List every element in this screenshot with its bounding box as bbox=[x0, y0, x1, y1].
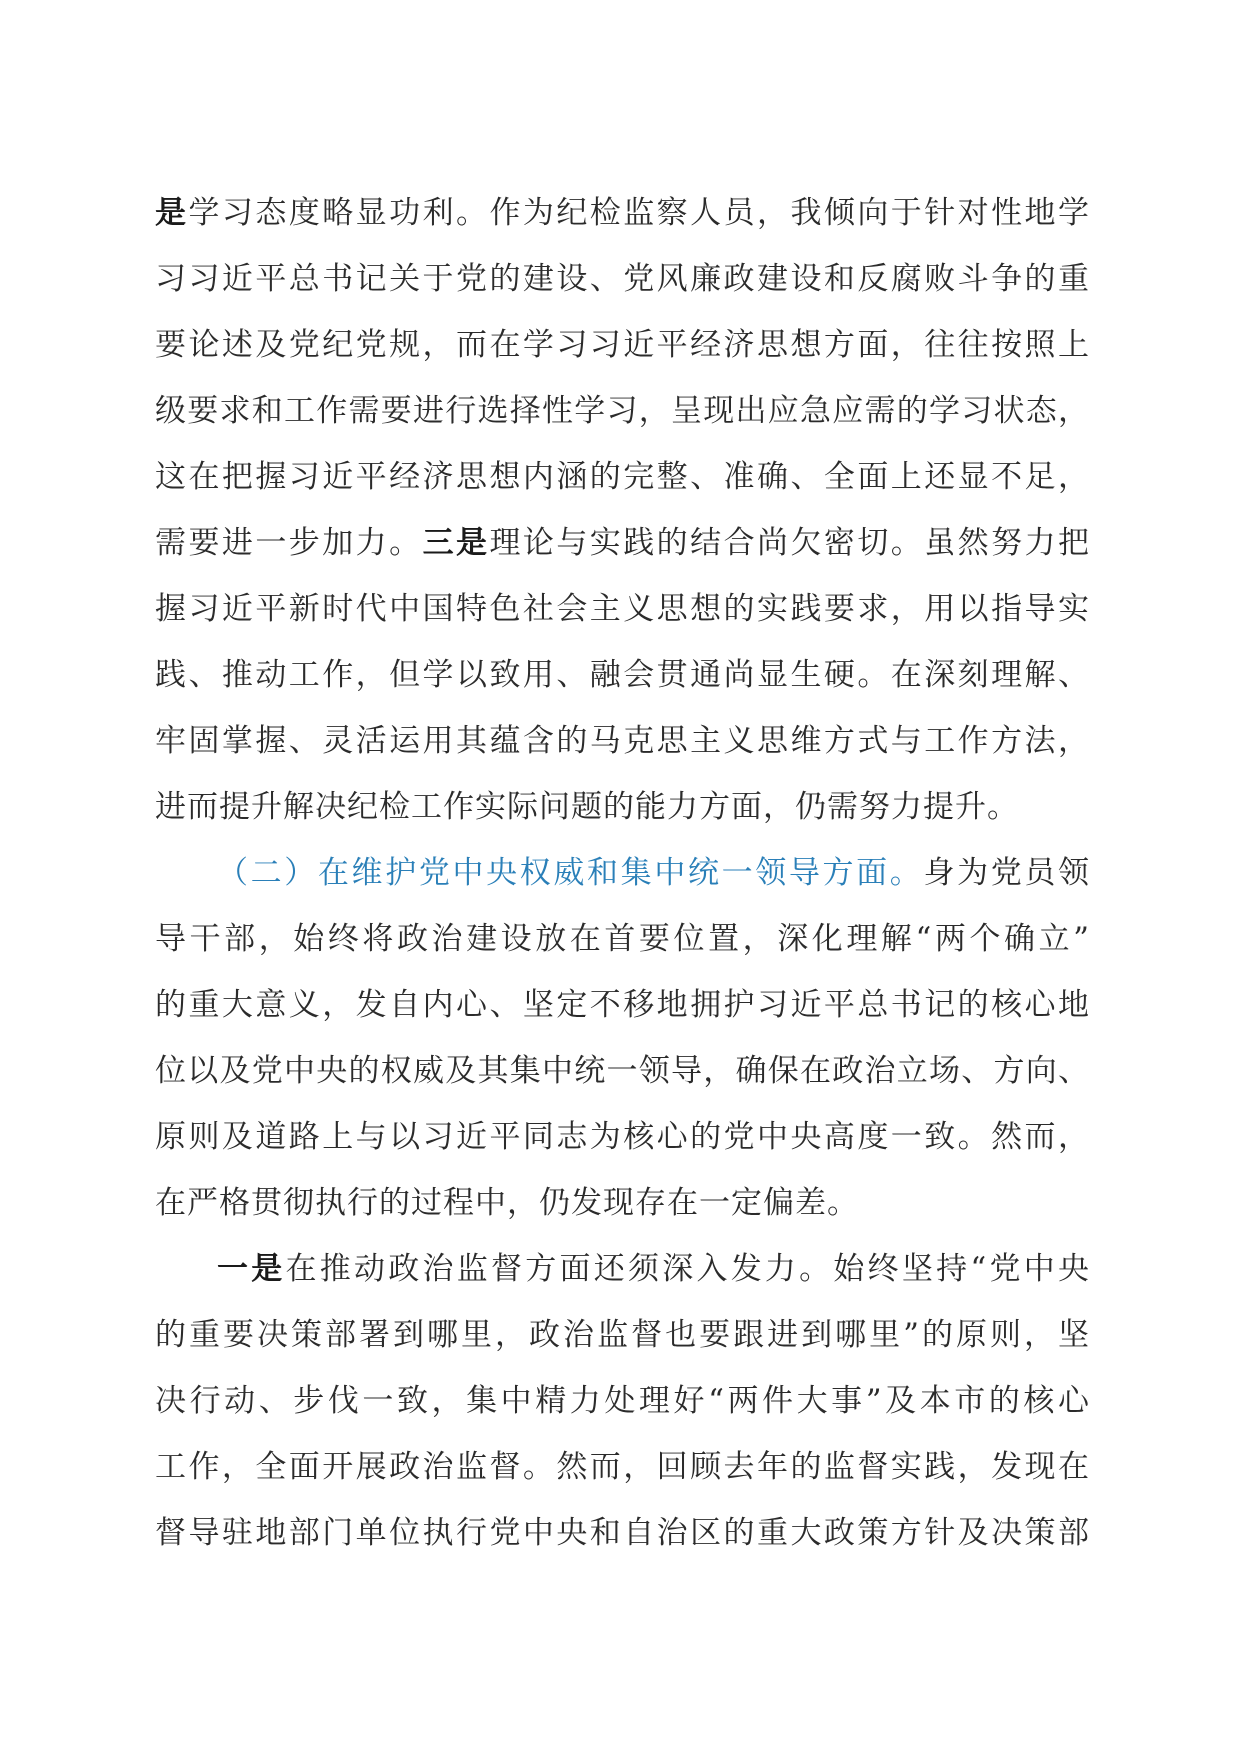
body-text: 理论与实践的结合尚欠密切。虽然努力把 bbox=[489, 525, 1091, 561]
text-line bbox=[155, 1434, 1090, 1500]
text-line bbox=[155, 1236, 1090, 1302]
text-line bbox=[155, 1368, 1090, 1434]
text-line bbox=[155, 1104, 1090, 1170]
body-text: 的重大意义，发自内心、坚定不移地拥护习近平总书记的核心地 bbox=[155, 987, 1090, 1023]
body-text: 习习近平总书记关于党的建设、党风廉政建设和反腐败斗争的重 bbox=[155, 261, 1090, 297]
text-line bbox=[155, 708, 1090, 774]
text-line bbox=[155, 774, 1090, 840]
text-line bbox=[155, 972, 1090, 1038]
body-text: 督导驻地部门单位执行党中央和自治区的重大政策方针及决策部 bbox=[155, 1515, 1090, 1551]
text-line bbox=[155, 1500, 1090, 1566]
text-line bbox=[155, 312, 1090, 378]
text-line bbox=[155, 378, 1090, 444]
text-line bbox=[155, 510, 1090, 576]
body-text: 在严格贯彻执行的过程中，仍发现存在一定偏差。 bbox=[155, 1185, 859, 1221]
text-line bbox=[155, 1170, 1090, 1236]
text-line bbox=[155, 180, 1090, 246]
body-text: 需要进一步加力。 bbox=[155, 525, 423, 561]
body-text: 原则及道路上与以习近平同志为核心的党中央高度一致。然而， bbox=[155, 1119, 1090, 1155]
emphasis-text: 是 bbox=[155, 195, 189, 231]
body-text: 这在把握习近平经济思想内涵的完整、准确、全面上还显不足， bbox=[155, 459, 1090, 495]
text-line bbox=[155, 906, 1090, 972]
document-page bbox=[155, 180, 1090, 1566]
text-line bbox=[155, 840, 1090, 906]
text-line bbox=[155, 1038, 1090, 1104]
body-text: 位以及党中央的权威及其集中统一领导，确保在政治立场、方向、 bbox=[155, 1053, 1090, 1089]
emphasis-text: 三是 bbox=[422, 525, 490, 561]
body-text: 决行动、步伐一致，集中精力处理好“两件大事”及本市的核心 bbox=[155, 1383, 1090, 1419]
body-text: 身为党员领 bbox=[923, 855, 1091, 891]
text-line bbox=[155, 444, 1090, 510]
body-text: 工作，全面开展政治监督。然而，回顾去年的监督实践，发现在 bbox=[155, 1449, 1090, 1485]
emphasis-text: 一是 bbox=[217, 1251, 286, 1287]
body-text: 导干部，始终将政治建设放在首要位置，深化理解“两个确立” bbox=[155, 921, 1090, 957]
body-text: 学习态度略显功利。作为纪检监察人员，我倾向于针对性地学 bbox=[188, 195, 1091, 231]
text-line bbox=[155, 246, 1090, 312]
text-line bbox=[155, 642, 1090, 708]
body-text: 级要求和工作需要进行选择性学习，呈现出应急应需的学习状态， bbox=[155, 393, 1090, 429]
body-text: 牢固掌握、灵活运用其蕴含的马克思主义思维方式与工作方法， bbox=[155, 723, 1090, 759]
body-text: 要论述及党纪党规，而在学习习近平经济思想方面，往往按照上 bbox=[155, 327, 1090, 363]
body-text: 的重要决策部署到哪里，政治监督也要跟进到哪里”的原则，坚 bbox=[155, 1317, 1090, 1353]
body-text: 践、推动工作，但学以致用、融会贯通尚显生硬。在深刻理解、 bbox=[155, 657, 1090, 693]
body-text: 握习近平新时代中国特色社会主义思想的实践要求，用以指导实 bbox=[155, 591, 1090, 627]
section-heading: （二）在维护党中央权威和集中统一领导方面。 bbox=[217, 855, 924, 891]
body-text: 进而提升解决纪检工作实际问题的能力方面，仍需努力提升。 bbox=[155, 789, 1019, 825]
body-text: 在推动政治监督方面还须深入发力。始终坚持“党中央 bbox=[285, 1251, 1090, 1287]
text-line bbox=[155, 576, 1090, 642]
text-line bbox=[155, 1302, 1090, 1368]
document-body bbox=[155, 180, 1090, 1566]
